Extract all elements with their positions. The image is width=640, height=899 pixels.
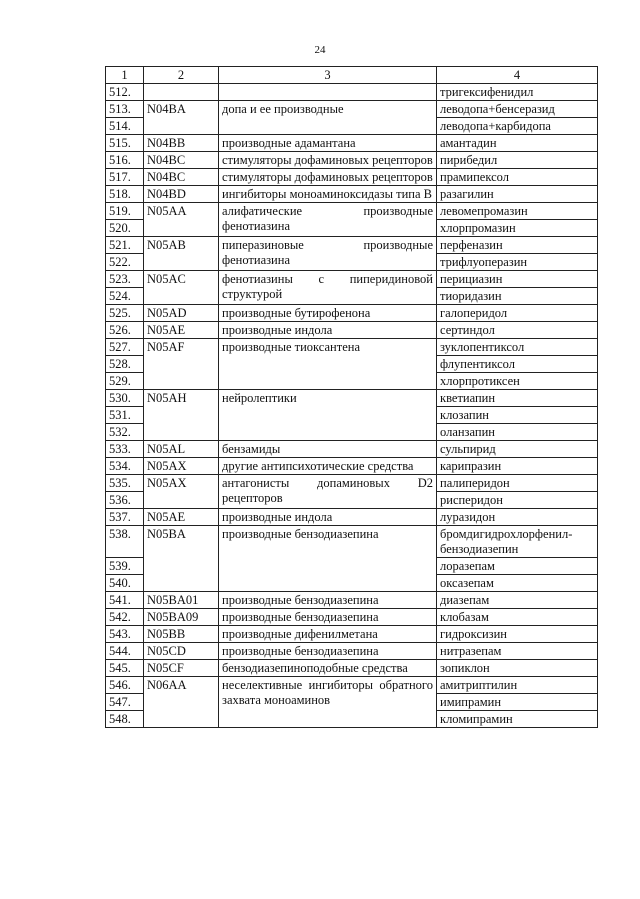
drug-name: тиоридазин bbox=[437, 288, 598, 305]
atc-code: N05CF bbox=[144, 660, 219, 677]
table-row bbox=[106, 643, 598, 660]
drug-name: лоразепам bbox=[437, 558, 598, 575]
row-number: 513. bbox=[106, 101, 144, 118]
drug-name: бромдигидрохлорфенил-бензодиазепин bbox=[437, 526, 598, 558]
pharmacological-group: стимуляторы дофаминовых рецепторов bbox=[219, 152, 437, 169]
atc-code: N04BC bbox=[144, 152, 219, 169]
drug-name: клозапин bbox=[437, 407, 598, 424]
row-number: 526. bbox=[106, 322, 144, 339]
atc-code: N04BC bbox=[144, 169, 219, 186]
atc-code: N05AH bbox=[144, 390, 219, 441]
pharmacological-group: антагонисты допаминовых D2 рецепторов bbox=[219, 475, 437, 509]
drug-name: кломипрамин bbox=[437, 711, 598, 728]
pharmacological-group: другие антипсихотические средства bbox=[219, 458, 437, 475]
table-row bbox=[106, 237, 598, 254]
atc-code: N05AC bbox=[144, 271, 219, 305]
atc-code: N04BA bbox=[144, 101, 219, 135]
drug-classification-table bbox=[105, 66, 598, 728]
row-number: 530. bbox=[106, 390, 144, 407]
row-number: 539. bbox=[106, 558, 144, 575]
pharmacological-group: пиперазиновые производные фенотиазина bbox=[219, 237, 437, 271]
drug-name: галоперидол bbox=[437, 305, 598, 322]
row-number: 517. bbox=[106, 169, 144, 186]
row-number: 536. bbox=[106, 492, 144, 509]
drug-name: леводопа+карбидопа bbox=[437, 118, 598, 135]
row-number: 518. bbox=[106, 186, 144, 203]
row-number: 545. bbox=[106, 660, 144, 677]
pharmacological-group: алифатические производные фенотиазина bbox=[219, 203, 437, 237]
drug-name: палиперидон bbox=[437, 475, 598, 492]
row-number: 512. bbox=[106, 84, 144, 101]
drug-name: хлорпромазин bbox=[437, 220, 598, 237]
pharmacological-group: производные индола bbox=[219, 509, 437, 526]
drug-name: трифлуоперазин bbox=[437, 254, 598, 271]
atc-code: N05AX bbox=[144, 475, 219, 509]
row-number: 529. bbox=[106, 373, 144, 390]
table-row bbox=[106, 322, 598, 339]
atc-code: N04BB bbox=[144, 135, 219, 152]
row-number: 519. bbox=[106, 203, 144, 220]
pharmacological-group: нейролептики bbox=[219, 390, 437, 441]
drug-name: прамипексол bbox=[437, 169, 598, 186]
atc-code: N05BA bbox=[144, 526, 219, 592]
table-row bbox=[106, 677, 598, 694]
drug-name: рисперидон bbox=[437, 492, 598, 509]
row-number: 524. bbox=[106, 288, 144, 305]
row-number: 528. bbox=[106, 356, 144, 373]
pharmacological-group: фенотиазины с пиперидиновой структурой bbox=[219, 271, 437, 305]
row-number: 523. bbox=[106, 271, 144, 288]
atc-code: N05AE bbox=[144, 322, 219, 339]
atc-code: N05BB bbox=[144, 626, 219, 643]
drug-name: пирибедил bbox=[437, 152, 598, 169]
page-number: 24 bbox=[314, 44, 326, 56]
table-row bbox=[106, 592, 598, 609]
atc-code: N05BA09 bbox=[144, 609, 219, 626]
table-row bbox=[106, 660, 598, 677]
table-row bbox=[106, 135, 598, 152]
atc-code bbox=[144, 84, 219, 101]
row-number: 533. bbox=[106, 441, 144, 458]
drug-name: оланзапин bbox=[437, 424, 598, 441]
atc-code: N05AF bbox=[144, 339, 219, 390]
row-number: 540. bbox=[106, 575, 144, 592]
table-row bbox=[106, 84, 598, 101]
column-header-1: 1 bbox=[106, 67, 144, 84]
pharmacological-group: производные бензодиазепина bbox=[219, 592, 437, 609]
table-body bbox=[106, 84, 598, 728]
row-number: 516. bbox=[106, 152, 144, 169]
row-number: 538. bbox=[106, 526, 144, 558]
row-number: 544. bbox=[106, 643, 144, 660]
row-number: 542. bbox=[106, 609, 144, 626]
pharmacological-group: допа и ее производные bbox=[219, 101, 437, 135]
atc-code: N04BD bbox=[144, 186, 219, 203]
drug-name: гидроксизин bbox=[437, 626, 598, 643]
atc-code: N05AB bbox=[144, 237, 219, 271]
table-row bbox=[106, 458, 598, 475]
drug-name: леводопа+бенсеразид bbox=[437, 101, 598, 118]
pharmacological-group: стимуляторы дофаминовых рецепторов bbox=[219, 169, 437, 186]
drug-name: амантадин bbox=[437, 135, 598, 152]
drug-name: разагилин bbox=[437, 186, 598, 203]
table-row bbox=[106, 169, 598, 186]
drug-name: тригексифенидил bbox=[437, 84, 598, 101]
drug-name: диазепам bbox=[437, 592, 598, 609]
table-row bbox=[106, 203, 598, 220]
drug-name: кветиапин bbox=[437, 390, 598, 407]
column-header-4: 4 bbox=[437, 67, 598, 84]
drug-name: луразидон bbox=[437, 509, 598, 526]
drug-name: зопиклон bbox=[437, 660, 598, 677]
row-number: 525. bbox=[106, 305, 144, 322]
drug-name: флупентиксол bbox=[437, 356, 598, 373]
pharmacological-group: производные тиоксантена bbox=[219, 339, 437, 390]
row-number: 521. bbox=[106, 237, 144, 254]
row-number: 522. bbox=[106, 254, 144, 271]
column-header-3: 3 bbox=[219, 67, 437, 84]
drug-name: оксазепам bbox=[437, 575, 598, 592]
atc-code: N05AE bbox=[144, 509, 219, 526]
pharmacological-group: бензодиазепиноподобные средства bbox=[219, 660, 437, 677]
table-row bbox=[106, 101, 598, 118]
column-header-2: 2 bbox=[144, 67, 219, 84]
pharmacological-group: производные индола bbox=[219, 322, 437, 339]
table-row bbox=[106, 339, 598, 356]
pharmacological-group: производные бутирофенона bbox=[219, 305, 437, 322]
drug-name: перициазин bbox=[437, 271, 598, 288]
pharmacological-group: неселективные ингибиторы обратного захвата моноаминов bbox=[219, 677, 437, 728]
table-row bbox=[106, 526, 598, 558]
row-number: 531. bbox=[106, 407, 144, 424]
row-number: 541. bbox=[106, 592, 144, 609]
pharmacological-group: производные дифенилметана bbox=[219, 626, 437, 643]
row-number: 514. bbox=[106, 118, 144, 135]
drug-name: сульпирид bbox=[437, 441, 598, 458]
table-row bbox=[106, 626, 598, 643]
row-number: 546. bbox=[106, 677, 144, 694]
atc-code: N05AX bbox=[144, 458, 219, 475]
table-row bbox=[106, 305, 598, 322]
table-row bbox=[106, 152, 598, 169]
table-row bbox=[106, 441, 598, 458]
drug-name: карипразин bbox=[437, 458, 598, 475]
row-number: 527. bbox=[106, 339, 144, 356]
drug-name: зуклопентиксол bbox=[437, 339, 598, 356]
pharmacological-group: ингибиторы моноаминоксидазы типа B bbox=[219, 186, 437, 203]
drug-name: сертиндол bbox=[437, 322, 598, 339]
table-row bbox=[106, 271, 598, 288]
drug-name: амитриптилин bbox=[437, 677, 598, 694]
atc-code: N05AD bbox=[144, 305, 219, 322]
drug-name: имипрамин bbox=[437, 694, 598, 711]
drug-name: левомепромазин bbox=[437, 203, 598, 220]
row-number: 548. bbox=[106, 711, 144, 728]
pharmacological-group: производные адамантана bbox=[219, 135, 437, 152]
table-row bbox=[106, 509, 598, 526]
row-number: 534. bbox=[106, 458, 144, 475]
pharmacological-group: бензамиды bbox=[219, 441, 437, 458]
row-number: 532. bbox=[106, 424, 144, 441]
row-number: 520. bbox=[106, 220, 144, 237]
table-row bbox=[106, 475, 598, 492]
drug-name: хлорпротиксен bbox=[437, 373, 598, 390]
table-row bbox=[106, 186, 598, 203]
pharmacological-group: производные бензодиазепина bbox=[219, 643, 437, 660]
pharmacological-group bbox=[219, 84, 437, 101]
row-number: 547. bbox=[106, 694, 144, 711]
table-header-row bbox=[106, 67, 598, 84]
drug-name: перфеназин bbox=[437, 237, 598, 254]
atc-code: N05AL bbox=[144, 441, 219, 458]
row-number: 535. bbox=[106, 475, 144, 492]
row-number: 543. bbox=[106, 626, 144, 643]
atc-code: N05BA01 bbox=[144, 592, 219, 609]
drug-name: клобазам bbox=[437, 609, 598, 626]
pharmacological-group: производные бензодиазепина bbox=[219, 526, 437, 592]
drug-name: нитразепам bbox=[437, 643, 598, 660]
table-row bbox=[106, 609, 598, 626]
row-number: 515. bbox=[106, 135, 144, 152]
atc-code: N05CD bbox=[144, 643, 219, 660]
pharmacological-group: производные бензодиазепина bbox=[219, 609, 437, 626]
atc-code: N05AA bbox=[144, 203, 219, 237]
table-row bbox=[106, 390, 598, 407]
atc-code: N06AA bbox=[144, 677, 219, 728]
row-number: 537. bbox=[106, 509, 144, 526]
